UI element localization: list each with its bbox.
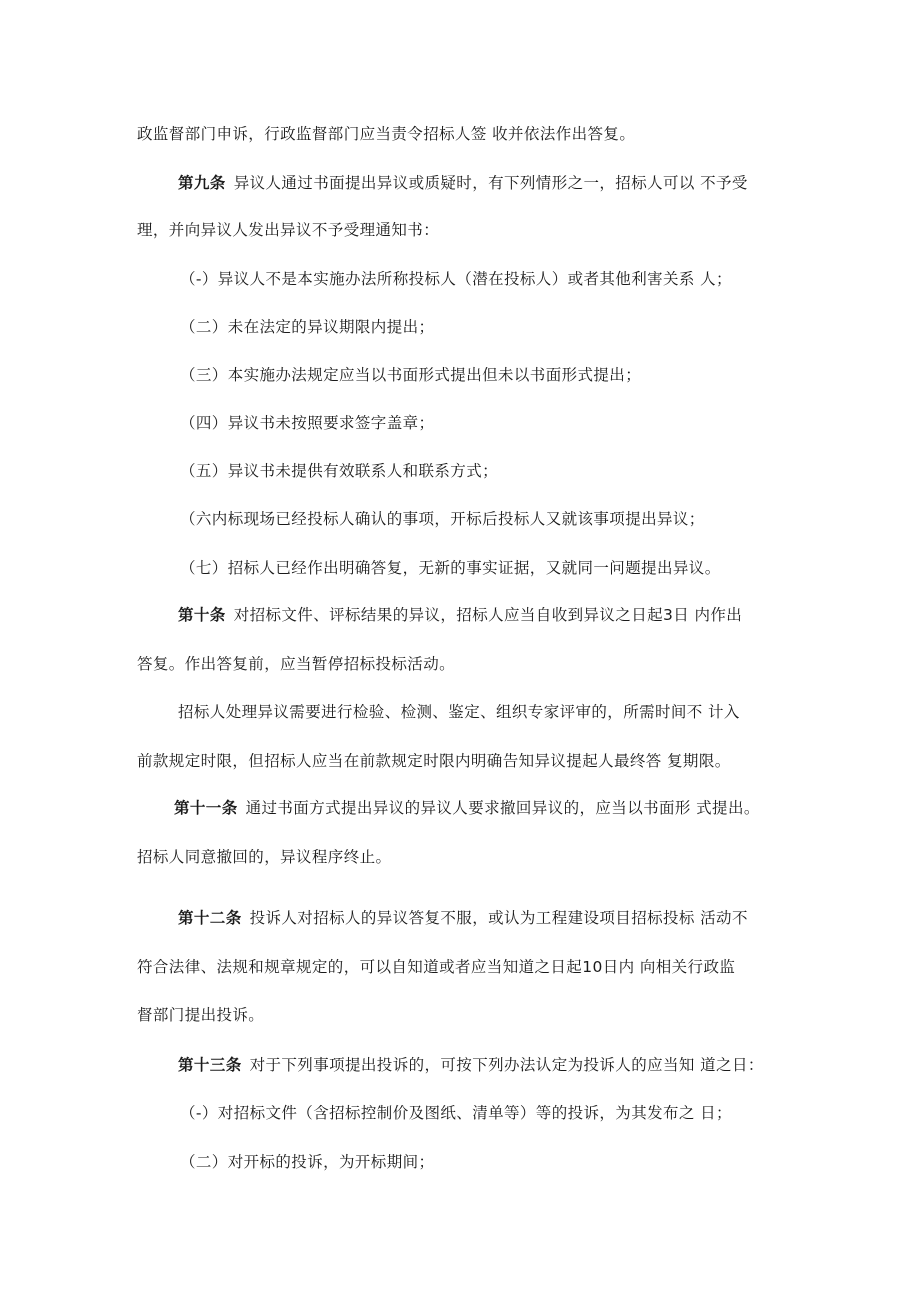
list-item: （六内标现场已经投标人确认的事项，开标后投标人又就该事项提出异议； — [180, 510, 705, 528]
list-item: （-）异议人不是本实施办法所称投标人（潜在投标人）或者其他利害关系 人； — [180, 270, 732, 288]
article-number: 第十二条 — [178, 909, 242, 927]
article-number: 第九条 — [178, 174, 226, 192]
article-12-line: 第十二条 投诉人对招标人的异议答复不服，或认为工程建设项目招标投标 活动不 — [178, 909, 748, 927]
article-10-line: 第十条 对招标文件、评标结果的异议，招标人应当自收到异议之日起3日 内作出 — [178, 606, 743, 624]
list-item: （五）异议书未提供有效联系人和联系方式； — [180, 462, 499, 480]
text-line: 理，并向异议人发出异议不予受理通知书： — [137, 221, 440, 239]
article-13-line: 第十三条 对于下列事项提出投诉的，可按下列办法认定为投诉人的应当知 道之日： — [178, 1056, 764, 1074]
text-line: 政监督部门申诉，行政监督部门应当责令招标人签 收并依法作出答复。 — [137, 125, 636, 143]
text-line: 前款规定时限，但招标人应当在前款规定时限内明确告知异议提起人最终答 复期限。 — [137, 752, 731, 770]
text-line: 符合法律、法规和规章规定的，可以自知道或者应当知道之日起10日内 向相关行政监 — [137, 958, 736, 976]
article-number: 第十条 — [178, 606, 226, 624]
text-line: 督部门提出投诉。 — [137, 1006, 265, 1024]
text-line: 答复。作出答复前，应当暂停招标投标活动。 — [137, 655, 456, 673]
article-11-line: 第十一条 通过书面方式提出异议的异议人要求撤回异议的，应当以书面形 式提出。 — [174, 799, 760, 817]
text-line: 招标人同意撤回的，异议程序终止。 — [137, 848, 392, 866]
article-number: 第十三条 — [178, 1056, 242, 1074]
list-item: （二）对开标的投诉，为开标期间； — [180, 1153, 435, 1171]
article-9-line: 第九条 异议人通过书面提出异议或质疑时，有下列情形之一，招标人可以 不予受 — [178, 174, 748, 192]
text-line: 招标人处理异议需要进行检验、检测、鉴定、组织专家评审的，所需时间不 计入 — [178, 703, 740, 721]
list-item: （-）对招标文件（含招标控制价及图纸、清单等）等的投诉，为其发布之 日； — [180, 1104, 732, 1122]
list-item: （二）未在法定的异议期限内提出； — [180, 318, 435, 336]
list-item: （三）本实施办法规定应当以书面形式提出但未以书面形式提出； — [180, 366, 642, 384]
list-item: （七）招标人已经作出明确答复，无新的事实证据，又就同一问题提出异议。 — [180, 559, 721, 577]
article-number: 第十一条 — [174, 799, 238, 817]
list-item: （四）异议书未按照要求签字盖章； — [180, 414, 435, 432]
